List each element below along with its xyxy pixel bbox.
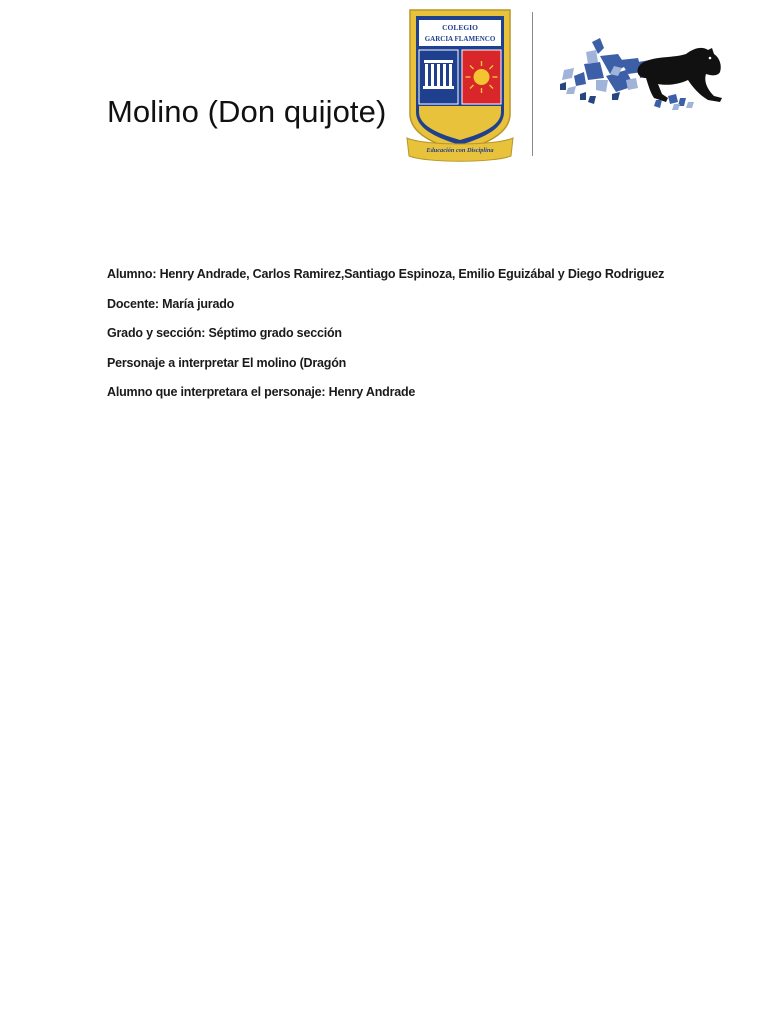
field-docente	[107, 295, 747, 313]
field-personaje	[107, 354, 747, 372]
field-alumno-interprete	[107, 383, 747, 401]
logo-divider	[532, 12, 533, 156]
panther-icon	[556, 36, 726, 116]
school-crest-icon	[405, 6, 515, 166]
crest-text-name: GARCIA FLAMENCO	[424, 35, 496, 43]
field-alumno	[107, 265, 747, 283]
field-personaje-label: Personaje a interpretar	[107, 355, 239, 370]
field-alumno-interprete-label: Alumno que interpretara el personaje:	[107, 385, 326, 399]
document-fields	[107, 265, 747, 413]
field-personaje-value: El molino (Dragón	[238, 355, 347, 370]
document-title: Molino (Don quijote)	[107, 94, 387, 129]
field-docente-value: María jurado	[158, 296, 235, 311]
field-alumno-interprete-value: Henry Andrade	[325, 385, 416, 399]
field-alumno-value: Henry Andrade, Carlos Ramirez,Santiago Espinoza, Emilio Eguizábal y Diego Rodriguez	[156, 267, 665, 281]
field-alumno-label: Alumno:	[107, 267, 157, 281]
crest-text-colegio: COLEGIO	[442, 23, 478, 32]
field-docente-label: Docente:	[107, 296, 159, 311]
field-grado-seccion	[107, 324, 747, 342]
field-grado-seccion-label: Grado y sección:	[107, 326, 206, 340]
crest-motto: Educación con Disciplina	[426, 147, 494, 154]
field-grado-seccion-value: Séptimo grado sección	[205, 326, 342, 340]
